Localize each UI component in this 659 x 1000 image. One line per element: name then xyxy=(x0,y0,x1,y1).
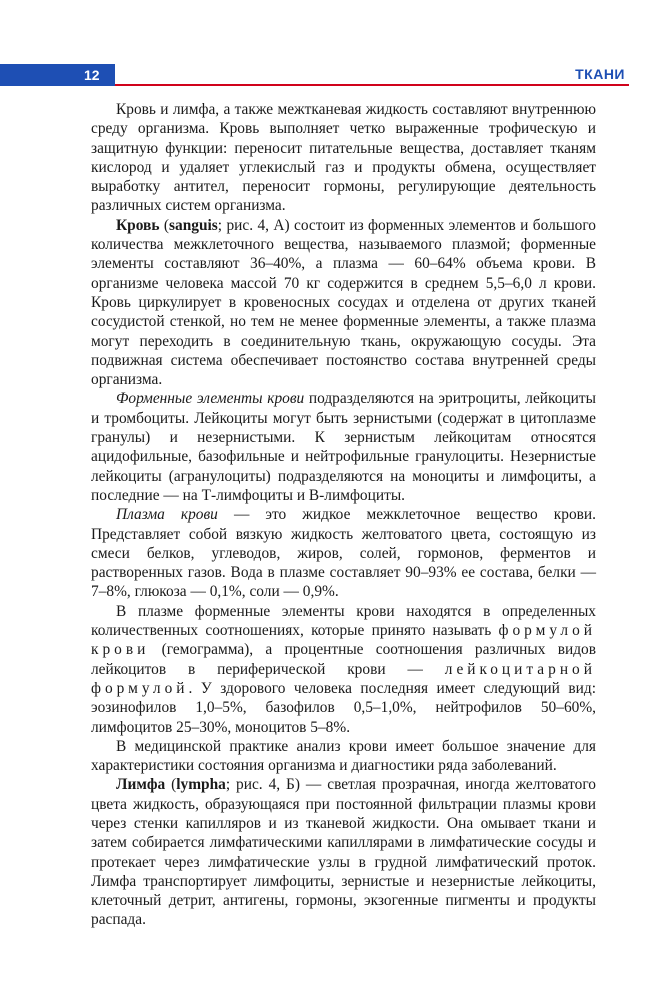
page-header xyxy=(0,64,659,86)
term-blood: Кровь xyxy=(116,216,160,234)
paragraph-formed-elements xyxy=(91,389,596,505)
page-number: 12 xyxy=(84,67,100,83)
section-title: ТКАНИ xyxy=(575,66,625,82)
term-leukocyte-formula: лейкоцитарной формулой xyxy=(91,660,596,697)
paragraph-formed-elements-text: подразделяются на эритроциты, лейкоциты и тромбоциты. Лейкоциты могут быть зернистыми (содержат в цитоплазме гранулы) и незернистыми. К зернистым лейкоцитам относятся ацидофильные, базофильные и нейтрофильные гранулоциты. Незернистые лейкоциты (агранулоциты) подразделяются на моноциты и лимфоциты, а последние — на Т-лимфоциты и В-лимфоциты. xyxy=(91,390,596,504)
paragraph-medical-practice: В медицинской практике анализ крови имеет большое значение для характеристики состояния организма и диагностики ряда заболеваний. xyxy=(91,737,596,775)
term-formed-elements: Форменные элементы крови xyxy=(116,390,305,408)
term-lymph: Лимфа xyxy=(116,776,166,794)
header-red-rule xyxy=(115,84,629,86)
formula-text-b: (гемограмма), а процентные соотношения различных видов лейкоцитов в периферической крови — xyxy=(91,641,596,678)
paren-open: ( xyxy=(159,216,170,234)
body-text xyxy=(91,100,596,930)
latin-sanguis: sanguis xyxy=(169,216,218,234)
paragraph-plasma-text: — это жидкое межклеточное вещество крови. Представляет собой вязкую жидкость желтоватого цвета, состоящую из смеси белков, углеводов, жиров, солей, гормонов, ферментов и растворенных газов. Вода в плазме составляет 90–93% ее состава, белки — 7–8%, глюкоза — 0,1%, соли — 0,9%. xyxy=(91,506,596,601)
formula-text-a: В плазме форменные элементы крови находятся в определенных количественных соотношениях, которые принято называть xyxy=(91,602,596,640)
paragraph-blood-text: ; рис. 4, А) состоит из форменных элементов и большого количества межклеточного вещества, называемого плазмой; форменные элементы составляют 36–40%, а плазма — 60–64% объема крови. В организме человека массой 70 кг содержится в среднем 5,5–6,0 л крови. Кровь циркулирует в кровеносных сосудах и отделена от других тканей сосудистой стенкой, но тем не менее форменные элементы, а также плазма могут переходить в соединительную ткань, окружающую сосуды. Эта подвижная система обеспечивает постоянство состава внутренней среды организма. xyxy=(91,216,596,389)
paragraph-intro: Кровь и лимфа, а также межтканевая жидкость составляют внутреннюю среду организма. Кровь выполняет четко выраженные трофическую и защитную функции: переносит питательные вещества, доставляет тканям кислород и удаляет углекислый газ и продукты обмена, осуществляет выработку антител, переносит гормоны, регулирующие деятельность различных систем организма. xyxy=(91,101,596,215)
paragraph-plasma xyxy=(91,505,596,601)
paren-open: ( xyxy=(165,776,177,794)
paragraph-lymph xyxy=(91,775,596,929)
paragraph-blood xyxy=(91,216,596,390)
term-plasma: Плазма крови xyxy=(116,506,218,524)
formula-text-c: . У здорового человека последняя имеет следующий вид: эозинофилов 1,0–5%, базофилов 0,5–1,0%, нейтрофилов 50–60%, лимфоцитов 25–30%, моноцитов 5–8%. xyxy=(91,679,596,736)
latin-lympha: lympha xyxy=(176,776,226,794)
paragraph-blood-formula xyxy=(91,602,596,737)
term-blood-formula: формулой крови xyxy=(91,622,596,659)
paragraph-lymph-text: ; рис. 4, Б) — светлая прозрачная, иногда желтоватого цвета жидкость, образующаяся при постоянной фильтрации плазмы крови через стенки капилляров и из тканевой жидкости. Она омывает ткани и затем собирается лимфатическими капиллярами в лимфатические сосуды и протекает через лимфатические узлы в грудной лимфатический проток. Лимфа транспортирует лимфоциты, зернистые и незернистые лейкоциты, клеточный детрит, антигены, гормоны, экзогенные пигменты и продукты распада. xyxy=(91,776,597,929)
